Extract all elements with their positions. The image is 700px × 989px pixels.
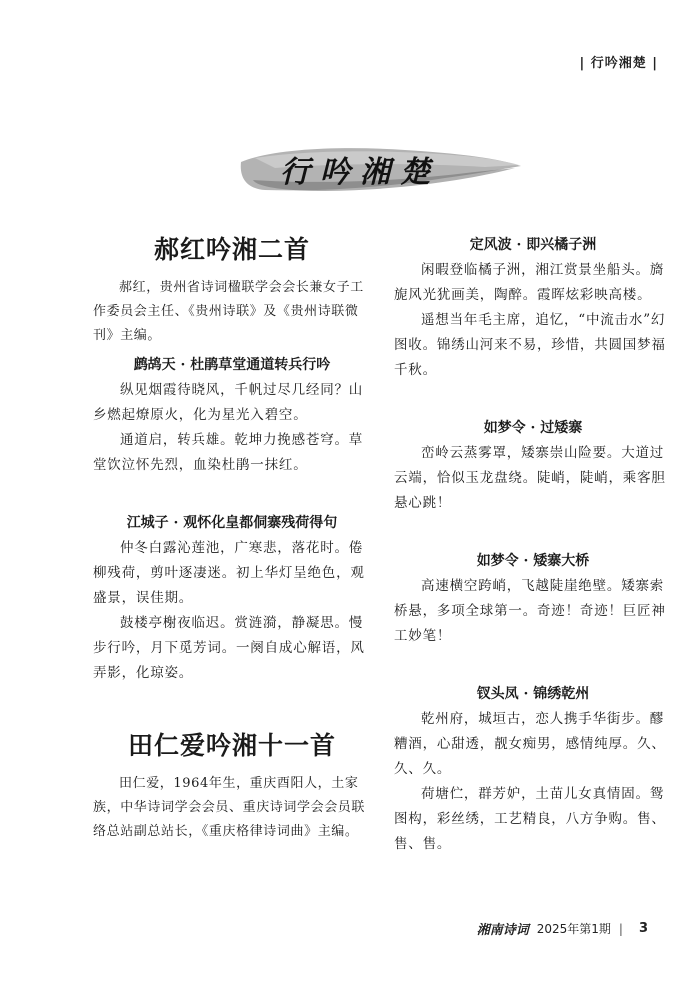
left-column [93,220,371,850]
poem-stanza: 高速横空跨峭，飞越陡崖绝壁。矮寨索桥悬，多项全球第一。奇迹！奇迹！巨匠神工妙笔！ [394,578,666,644]
poem-title: 如梦令 · 矮寨大桥 [476,553,590,569]
poem-stanza: 闲暇登临橘子洲，湘江赏景坐船头。旖旎风光犹画美，陶醉。霞晖炫彩映高楼。 [394,262,665,303]
poem-title: 如梦令 · 过矮寨 [483,420,583,436]
poem-title: 江城子 · 观怀化皇都侗寨残荷得句 [126,515,338,531]
issue-label: 2025年第1期 [536,922,611,936]
author-title: 田仁爱吟湘十一首 [127,731,336,760]
poem-stanza: 纵见烟霞待晓风，千帆过尽几经同？山乡燃起燎原火，化为星光入碧空。 [93,382,364,423]
section-tag: | 行吟湘楚 | [579,56,658,71]
poem-title: 鹧鸪天 · 杜鹃草堂通道转兵行吟 [133,357,331,373]
poem-stanza: 乾州府，城垣古，恋人携手华街步。醪糟酒，心甜透，靓女痴男，感情纯厚。久、久、久。 [394,711,666,777]
poem-stanza: 鼓楼亭榭夜临迟。赏涟漪，静凝思。慢步行吟，月下觅芳词。一阕自成心解语，风弄影，化琼姿。 [93,615,365,681]
poem-title: 定风波 · 即兴橘子洲 [469,237,597,253]
poem-stanza: 峦岭云蒸雾罩，矮寨崇山险要。大道过云端，恰似玉龙盘绕。陡峭，陡峭，乘客胆悬心跳！ [394,445,666,511]
author-bio: 田仁爱，1964年生，重庆酉阳人，土家族，中华诗词学会会员、重庆诗词学会会员联络总站副总站长，《重庆格律诗词曲》主编。 [93,776,366,839]
author-title: 郝红吟湘二首 [153,235,310,264]
author-bio: 郝红，贵州省诗词楹联学会会长兼女子工作委员会主任、《贵州诗联》及《贵州诗联微刊》主编。 [93,280,364,343]
page-number: 3 [638,921,648,936]
poem-stanza: 仲冬白露沁莲池，广寒悲，落花时。倦柳残荷，剪叶逐凄迷。初上华灯呈绝色，观盛景，误佳期。 [93,540,365,606]
poem-stanza: 遥想当年毛主席，追忆，“中流击水”幻图收。锦绣山河来不易，珍惜，共圆国梦福千秋。 [394,312,666,378]
magazine-name: 湘南诗词 [476,923,529,938]
footer-divider: | [618,921,623,936]
right-column [394,230,672,857]
section-banner [235,140,525,198]
poem-stanza: 荷塘伫，群芳妒，土苗儿女真情固。鸳图构，彩丝绣，工艺精良，八方争购。售、售、售。 [394,786,666,852]
banner-title: 行吟湘楚 [280,155,440,190]
page-footer [477,919,648,938]
poem-title: 钗头凤 · 锦绣乾州 [476,686,590,702]
poem-stanza: 通道启，转兵雄。乾坤力挽感苍穹。草堂饮泣怀先烈，血染杜鹃一抹红。 [93,432,364,473]
